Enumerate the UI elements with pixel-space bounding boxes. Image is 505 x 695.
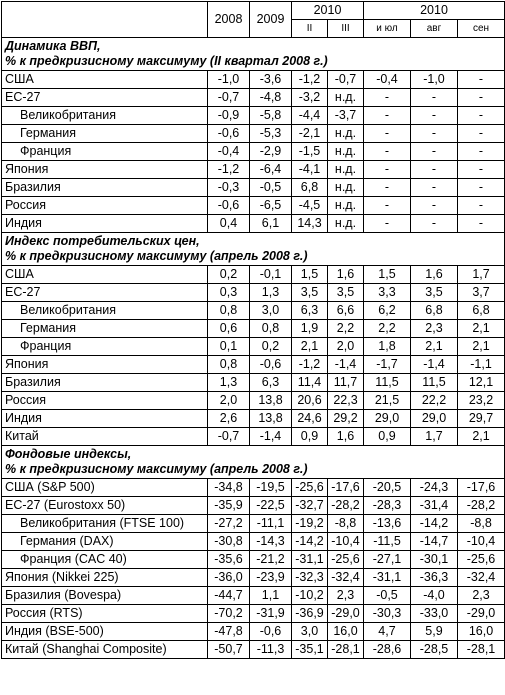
table-cell: 1,3 (208, 374, 250, 392)
table-cell: -50,7 (208, 641, 250, 659)
table-cell: 2,2 (328, 320, 364, 338)
table-cell: -47,8 (208, 623, 250, 641)
row-label: Россия (2, 197, 208, 215)
table-cell: -0,6 (208, 197, 250, 215)
table-cell: -0,6 (250, 356, 292, 374)
table-cell: -3,2 (292, 89, 328, 107)
table-cell: - (411, 161, 458, 179)
table-cell: -1,5 (292, 143, 328, 161)
table-cell: -1,1 (458, 356, 505, 374)
table-row (2, 89, 505, 107)
table-cell: - (458, 107, 505, 125)
table-cell: 0,2 (250, 338, 292, 356)
table-row (2, 284, 505, 302)
table-cell: -10,4 (458, 533, 505, 551)
table-cell: -14,2 (292, 533, 328, 551)
table-cell: -17,6 (458, 479, 505, 497)
table-cell: - (411, 179, 458, 197)
table-cell: -19,2 (292, 515, 328, 533)
table-row (2, 515, 505, 533)
table-cell: -4,1 (292, 161, 328, 179)
table-cell: 11,4 (292, 374, 328, 392)
table-cell: -35,1 (292, 641, 328, 659)
table-cell: -8,8 (328, 515, 364, 533)
table-cell: -3,6 (250, 71, 292, 89)
table-cell: -30,3 (364, 605, 411, 623)
section-title (2, 233, 505, 266)
table-cell: 2,1 (292, 338, 328, 356)
table-cell: 20,6 (292, 392, 328, 410)
table-cell: -21,2 (250, 551, 292, 569)
table-cell: 3,5 (328, 284, 364, 302)
table-cell: 3,7 (458, 284, 505, 302)
table-cell: 6,8 (458, 302, 505, 320)
table-cell: 5,9 (411, 623, 458, 641)
table-cell: -11,3 (250, 641, 292, 659)
table-cell: -4,4 (292, 107, 328, 125)
table-cell: - (411, 107, 458, 125)
table-cell: 2,0 (208, 392, 250, 410)
table-cell: -29,0 (328, 605, 364, 623)
table-cell: 2,3 (411, 320, 458, 338)
table-body (2, 38, 505, 659)
table-cell: 0,6 (208, 320, 250, 338)
table-cell: -28,3 (364, 497, 411, 515)
header-aug: авг (411, 20, 458, 38)
row-label: Франция (2, 143, 208, 161)
table-cell: 3,3 (364, 284, 411, 302)
table-cell: 1,7 (411, 428, 458, 446)
row-label: Германия (DAX) (2, 533, 208, 551)
table-cell: 29,0 (411, 410, 458, 428)
table-cell: 13,8 (250, 392, 292, 410)
table-cell: н.д. (328, 143, 364, 161)
table-cell: -14,7 (411, 533, 458, 551)
table-cell: 1,5 (292, 266, 328, 284)
table-cell: 6,3 (250, 374, 292, 392)
table-cell: -32,4 (458, 569, 505, 587)
table-cell: 1,9 (292, 320, 328, 338)
table-cell: -31,9 (250, 605, 292, 623)
table-cell: - (458, 89, 505, 107)
table-cell: - (411, 215, 458, 233)
table-cell: -36,3 (411, 569, 458, 587)
row-label: Бразилия (2, 179, 208, 197)
table-cell: 3,5 (292, 284, 328, 302)
table-cell: -0,6 (250, 623, 292, 641)
table-cell: - (364, 215, 411, 233)
row-label: США (2, 266, 208, 284)
table-row (2, 392, 505, 410)
table-cell: -25,6 (328, 551, 364, 569)
table-cell: -1,7 (364, 356, 411, 374)
table-cell: -23,9 (250, 569, 292, 587)
table-cell: -1,2 (292, 71, 328, 89)
table-cell: -25,6 (292, 479, 328, 497)
table-cell: -1,4 (328, 356, 364, 374)
row-label: ЕС-27 (Eurostoxx 50) (2, 497, 208, 515)
table-cell: -2,9 (250, 143, 292, 161)
table-row (2, 302, 505, 320)
row-label: Россия (2, 392, 208, 410)
table-cell: - (364, 89, 411, 107)
section-header (2, 38, 505, 71)
section-header (2, 446, 505, 479)
table-cell: -0,5 (364, 587, 411, 605)
table-cell: 1,6 (411, 266, 458, 284)
table-cell: 1,6 (328, 428, 364, 446)
table-cell: -0,6 (208, 125, 250, 143)
table-cell: 1,5 (364, 266, 411, 284)
row-label: Китай (Shanghai Composite) (2, 641, 208, 659)
table-cell: -28,1 (328, 641, 364, 659)
table-cell: -30,8 (208, 533, 250, 551)
table-cell: - (364, 197, 411, 215)
table-cell: -1,0 (208, 71, 250, 89)
table-cell: н.д. (328, 89, 364, 107)
row-label: Великобритания (FTSE 100) (2, 515, 208, 533)
section-title-line2: % к предкризисному максимуму (апрель 2008 г.) (5, 462, 308, 476)
table-cell: 2,1 (458, 338, 505, 356)
table-cell: н.д. (328, 215, 364, 233)
table-cell: 12,1 (458, 374, 505, 392)
table-cell: -5,3 (250, 125, 292, 143)
table-cell: 6,8 (411, 302, 458, 320)
table-cell: -28,2 (328, 497, 364, 515)
table-cell: 11,7 (328, 374, 364, 392)
table-cell: -28,2 (458, 497, 505, 515)
table-cell: -6,4 (250, 161, 292, 179)
row-label: ЕС-27 (2, 89, 208, 107)
row-label: Франция (CAC 40) (2, 551, 208, 569)
table-cell: -3,7 (328, 107, 364, 125)
table-cell: -32,3 (292, 569, 328, 587)
table-cell: -20,5 (364, 479, 411, 497)
row-label: Германия (2, 320, 208, 338)
table-cell: -17,6 (328, 479, 364, 497)
row-label: Япония (2, 356, 208, 374)
header-q3: III (328, 20, 364, 38)
table-cell: - (458, 179, 505, 197)
table-cell: -5,8 (250, 107, 292, 125)
table-cell: 1,6 (328, 266, 364, 284)
table-cell: -1,4 (411, 356, 458, 374)
table-cell: -0,1 (250, 266, 292, 284)
table-row (2, 71, 505, 89)
row-label: Россия (RTS) (2, 605, 208, 623)
table-cell: 1,3 (250, 284, 292, 302)
table-cell: 2,3 (328, 587, 364, 605)
table-row (2, 107, 505, 125)
header-2010-months: 2010 (364, 2, 505, 20)
table-cell: н.д. (328, 179, 364, 197)
table-row (2, 587, 505, 605)
table-cell: 23,2 (458, 392, 505, 410)
row-label: Япония (2, 161, 208, 179)
table-cell: -10,2 (292, 587, 328, 605)
header-2009: 2009 (250, 2, 292, 38)
table-cell: -0,9 (208, 107, 250, 125)
row-label: Франция (2, 338, 208, 356)
table-cell: -4,8 (250, 89, 292, 107)
table-cell: -4,0 (411, 587, 458, 605)
table-row (2, 338, 505, 356)
section-title-line2: % к предкризисному максимуму (апрель 2008 г.) (5, 249, 308, 263)
table-row (2, 410, 505, 428)
table-cell: 16,0 (458, 623, 505, 641)
table-cell: - (458, 71, 505, 89)
table-cell: - (458, 125, 505, 143)
table-cell: 21,5 (364, 392, 411, 410)
table-cell: 1,7 (458, 266, 505, 284)
table-cell: -1,2 (208, 161, 250, 179)
table-cell: -29,0 (458, 605, 505, 623)
table-cell: - (411, 197, 458, 215)
table-row (2, 320, 505, 338)
table-cell: - (458, 161, 505, 179)
table-cell: -35,9 (208, 497, 250, 515)
statistics-table (1, 1, 505, 659)
table-row (2, 605, 505, 623)
table-cell: -36,9 (292, 605, 328, 623)
table-cell: -34,8 (208, 479, 250, 497)
table-cell: -11,5 (364, 533, 411, 551)
section-header (2, 233, 505, 266)
table-cell: 2,1 (458, 428, 505, 446)
table-cell: н.д. (328, 125, 364, 143)
table-cell: 0,2 (208, 266, 250, 284)
row-label: ЕС-27 (2, 284, 208, 302)
table-cell: 2,2 (364, 320, 411, 338)
table-cell: 0,1 (208, 338, 250, 356)
table-row (2, 179, 505, 197)
row-label: Китай (2, 428, 208, 446)
table-cell: 6,3 (292, 302, 328, 320)
section-title-line1: Динамика ВВП, (5, 39, 101, 53)
table-cell: -0,7 (208, 89, 250, 107)
row-label: Индия (2, 410, 208, 428)
table-cell: 2,1 (411, 338, 458, 356)
table-cell: 0,8 (208, 356, 250, 374)
table-cell: 6,1 (250, 215, 292, 233)
table-cell: н.д. (328, 197, 364, 215)
table-cell: 16,0 (328, 623, 364, 641)
table-cell: -28,5 (411, 641, 458, 659)
table-cell: 29,0 (364, 410, 411, 428)
table-cell: -4,5 (292, 197, 328, 215)
table-cell: -33,0 (411, 605, 458, 623)
table-row (2, 215, 505, 233)
table-cell: -0,7 (208, 428, 250, 446)
table-cell: 13,8 (250, 410, 292, 428)
table-cell: 6,6 (328, 302, 364, 320)
table-cell: 24,6 (292, 410, 328, 428)
table-cell: - (411, 125, 458, 143)
table-cell: -1,2 (292, 356, 328, 374)
table-row (2, 356, 505, 374)
table-cell: 4,7 (364, 623, 411, 641)
row-label: США (S&P 500) (2, 479, 208, 497)
table-cell: - (364, 125, 411, 143)
table-row (2, 143, 505, 161)
table-cell: 2,0 (328, 338, 364, 356)
row-label: Германия (2, 125, 208, 143)
table-row (2, 125, 505, 143)
table-row (2, 569, 505, 587)
table-cell: 6,2 (364, 302, 411, 320)
table-cell: -36,0 (208, 569, 250, 587)
table-cell: -30,1 (411, 551, 458, 569)
table-cell: - (458, 215, 505, 233)
table-cell: -0,3 (208, 179, 250, 197)
table-cell: 0,9 (292, 428, 328, 446)
header-corner (2, 2, 208, 38)
table-cell: -1,4 (250, 428, 292, 446)
table-cell: -8,8 (458, 515, 505, 533)
table-cell: -0,7 (328, 71, 364, 89)
table-cell: н.д. (328, 161, 364, 179)
table-cell: -70,2 (208, 605, 250, 623)
table-cell: - (411, 143, 458, 161)
section-title-line2: % к предкризисному максимуму (II квартал 2008 г.) (5, 54, 328, 68)
table-row (2, 551, 505, 569)
row-label: Бразилия (2, 374, 208, 392)
table-row (2, 479, 505, 497)
table-cell: -24,3 (411, 479, 458, 497)
table-cell: 2,1 (458, 320, 505, 338)
row-label: Бразилия (Bovespa) (2, 587, 208, 605)
table-cell: 11,5 (411, 374, 458, 392)
table-cell: - (458, 143, 505, 161)
table-cell: 0,3 (208, 284, 250, 302)
table-cell: 22,2 (411, 392, 458, 410)
header-2010-quarters: 2010 (292, 2, 364, 20)
table-cell: -27,1 (364, 551, 411, 569)
table-cell: -32,4 (328, 569, 364, 587)
table-cell: -14,3 (250, 533, 292, 551)
table-cell: -19,5 (250, 479, 292, 497)
table-cell: -6,5 (250, 197, 292, 215)
table-cell: 22,3 (328, 392, 364, 410)
table-cell: -14,2 (411, 515, 458, 533)
section-title (2, 446, 505, 479)
table-cell: - (364, 161, 411, 179)
table-row (2, 428, 505, 446)
table-cell: 3,5 (411, 284, 458, 302)
section-title (2, 38, 505, 71)
table-cell: 0,9 (364, 428, 411, 446)
table-cell: - (364, 179, 411, 197)
section-title-line1: Фондовые индексы, (5, 447, 132, 461)
table-header (2, 2, 505, 38)
table-row (2, 533, 505, 551)
table-cell: -22,5 (250, 497, 292, 515)
table-row (2, 623, 505, 641)
table-cell: 29,7 (458, 410, 505, 428)
table-cell: 2,6 (208, 410, 250, 428)
row-label: Великобритания (2, 302, 208, 320)
row-label: США (2, 71, 208, 89)
table-cell: - (364, 143, 411, 161)
table-cell: -35,6 (208, 551, 250, 569)
header-jul: и юл (364, 20, 411, 38)
table-cell: -13,6 (364, 515, 411, 533)
table-cell: -0,4 (208, 143, 250, 161)
row-label: Индия (2, 215, 208, 233)
table-cell: 3,0 (292, 623, 328, 641)
header-sep: сен (458, 20, 505, 38)
table-cell: - (364, 107, 411, 125)
header-q2: II (292, 20, 328, 38)
table-row (2, 374, 505, 392)
table-cell: -31,4 (411, 497, 458, 515)
table-cell: 0,4 (208, 215, 250, 233)
table-cell: -2,1 (292, 125, 328, 143)
table-cell: - (411, 89, 458, 107)
table-cell: 0,8 (208, 302, 250, 320)
section-title-line1: Индекс потребительских цен, (5, 234, 200, 248)
table-cell: -0,4 (364, 71, 411, 89)
table-row (2, 197, 505, 215)
table-cell: -28,6 (364, 641, 411, 659)
table-cell: -27,2 (208, 515, 250, 533)
table-cell: -31,1 (292, 551, 328, 569)
row-label: Великобритания (2, 107, 208, 125)
table-cell: - (458, 197, 505, 215)
table-cell: 11,5 (364, 374, 411, 392)
table-cell: 0,8 (250, 320, 292, 338)
table-cell: -1,0 (411, 71, 458, 89)
table-row (2, 497, 505, 515)
row-label: Индия (BSE-500) (2, 623, 208, 641)
table-cell: -25,6 (458, 551, 505, 569)
table-cell: -0,5 (250, 179, 292, 197)
table-row (2, 161, 505, 179)
table-cell: 3,0 (250, 302, 292, 320)
table-cell: 29,2 (328, 410, 364, 428)
table-cell: 1,1 (250, 587, 292, 605)
table-cell: -28,1 (458, 641, 505, 659)
table-cell: -31,1 (364, 569, 411, 587)
table-cell: -10,4 (328, 533, 364, 551)
table-row (2, 641, 505, 659)
table-cell: -11,1 (250, 515, 292, 533)
table-cell: -32,7 (292, 497, 328, 515)
header-2008: 2008 (208, 2, 250, 38)
table-cell: 6,8 (292, 179, 328, 197)
table-cell: -44,7 (208, 587, 250, 605)
table-cell: 14,3 (292, 215, 328, 233)
table-cell: 2,3 (458, 587, 505, 605)
table-row (2, 266, 505, 284)
table-cell: 1,8 (364, 338, 411, 356)
row-label: Япония (Nikkei 225) (2, 569, 208, 587)
